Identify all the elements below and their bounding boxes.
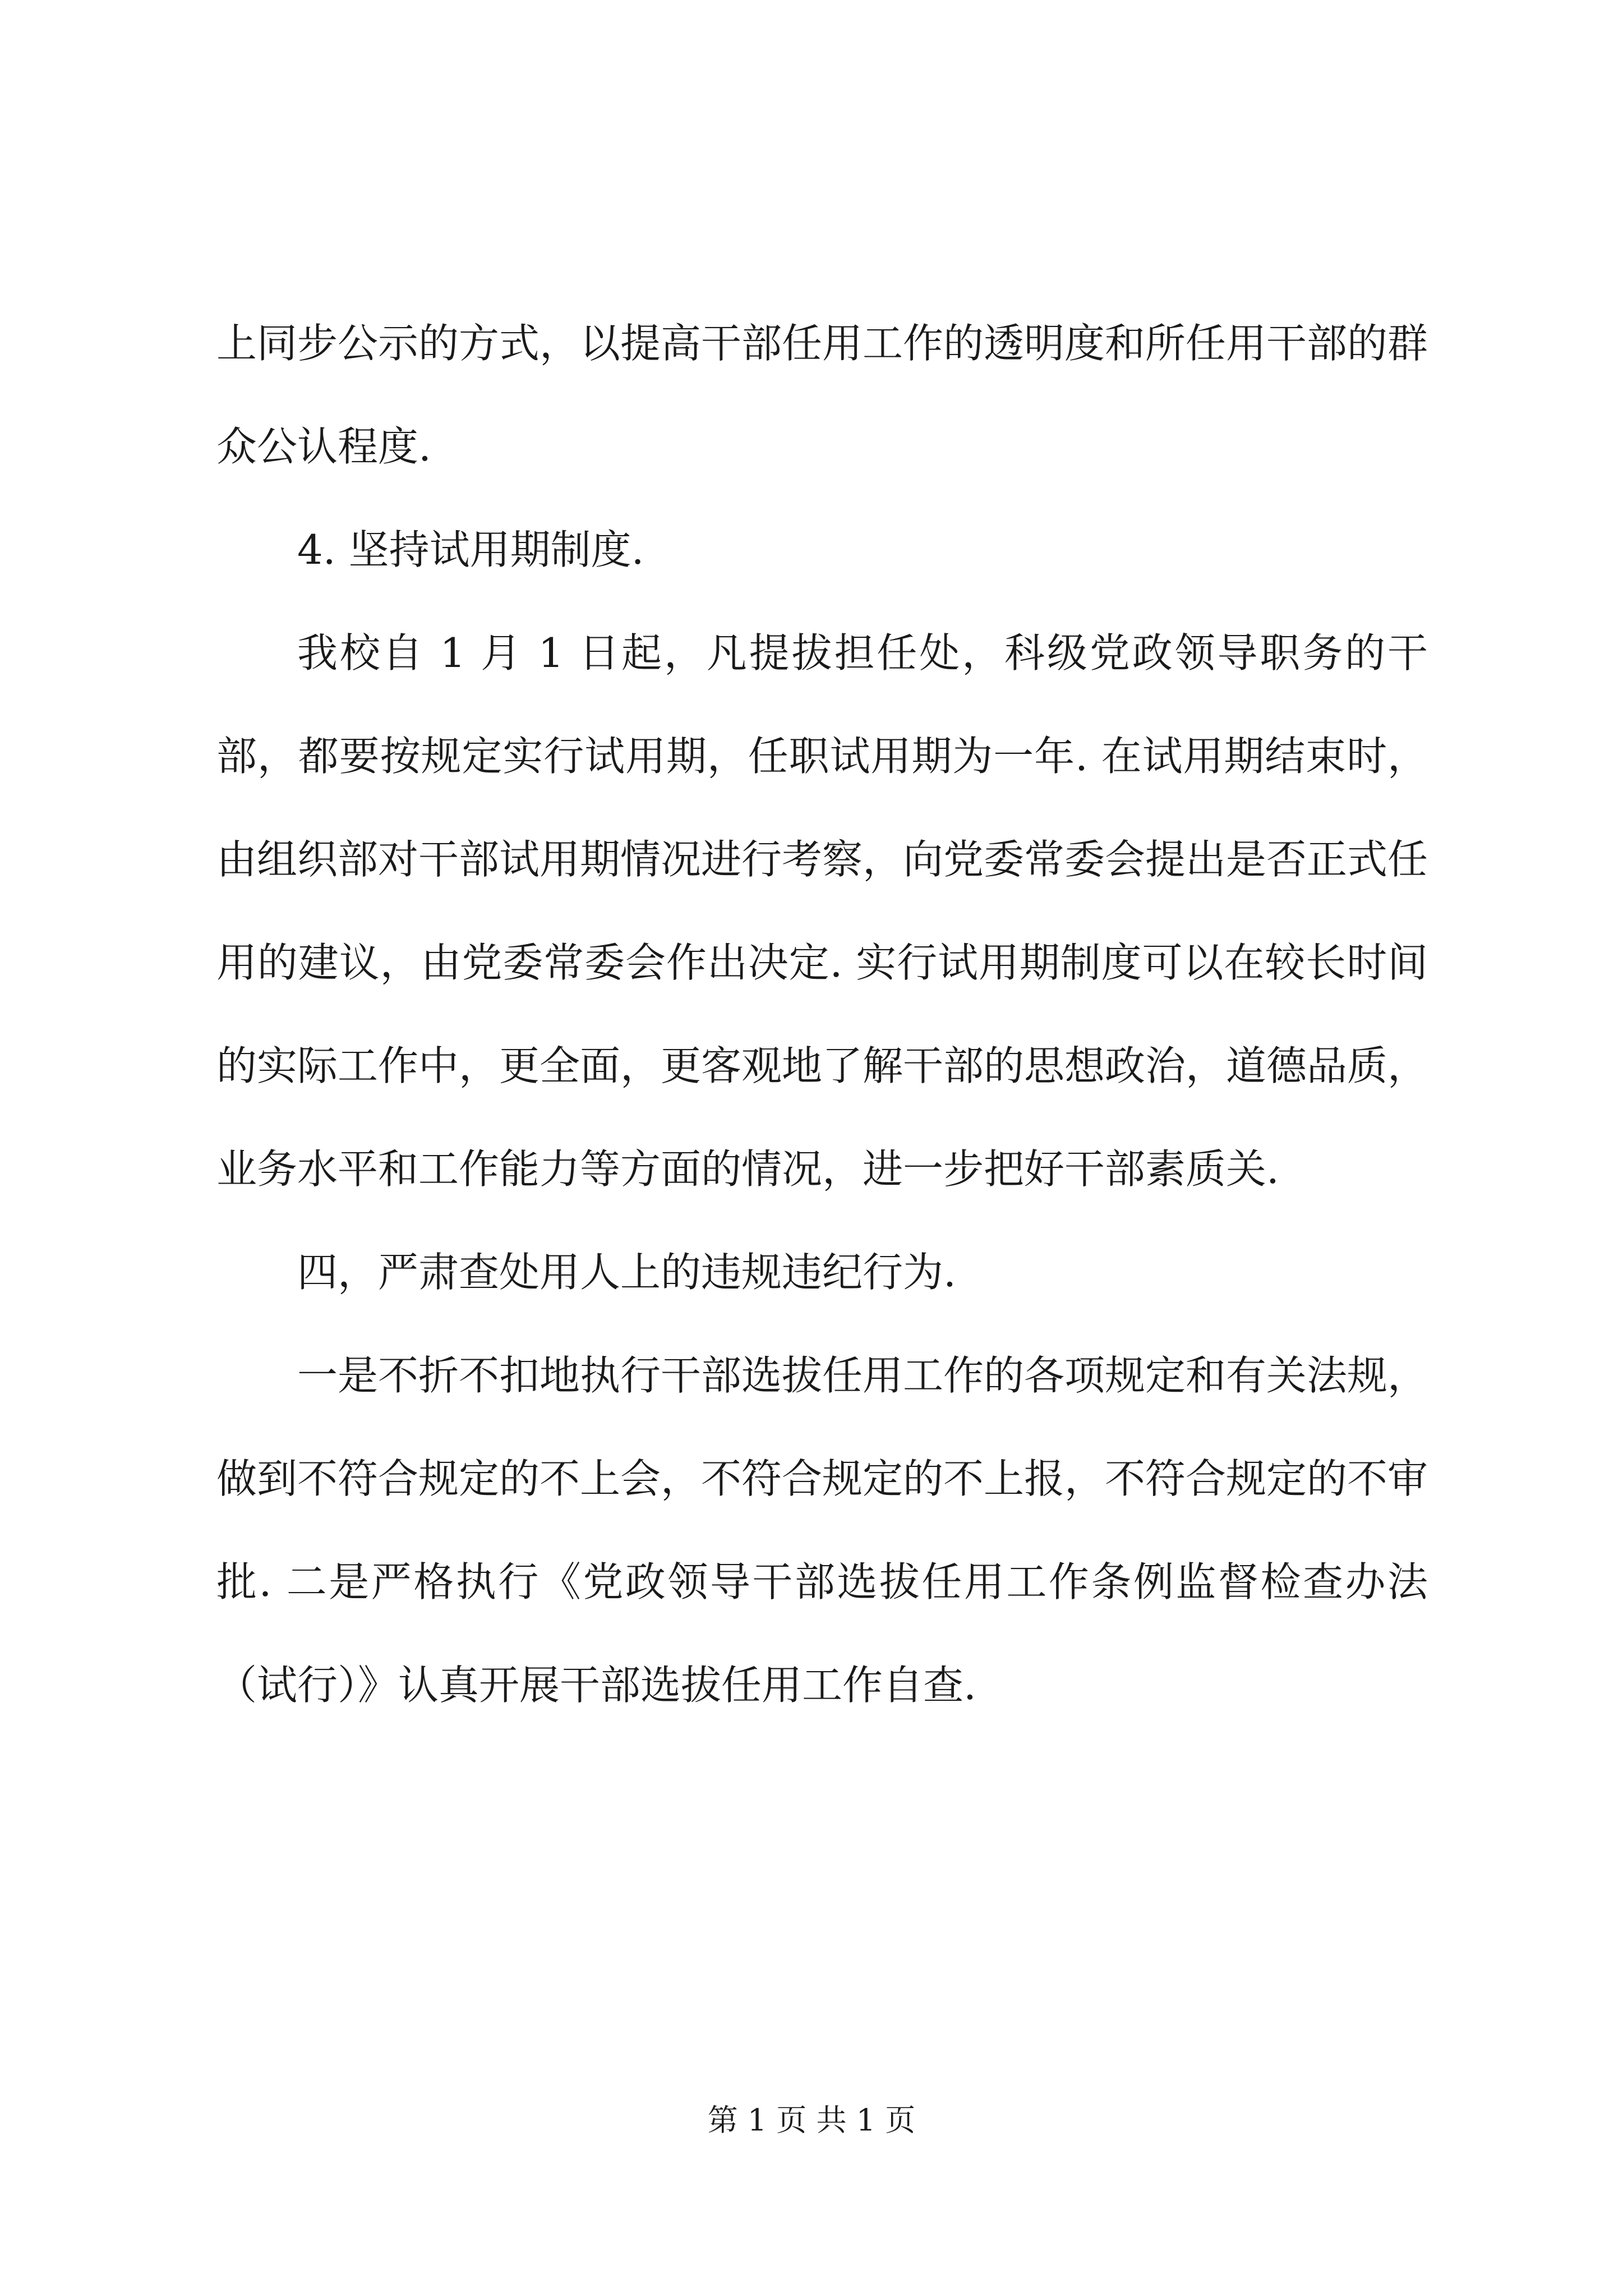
paragraph-continuation: 上同步公示的方式，以提高干部任用工作的透明度和所任用干部的群众公认程度. (216, 320, 1428, 470)
paragraph-violations-details: 一是不折不扣地执行干部选拔任用工作的各项规定和有关法规，做到不符合规定的不上会，不符合规定的不上报，不符合规定的不审批. 二是严格执行《党政领导干部选拔任用工作条例监督检查办法（试行）》认真开展干部选拔任用工作自查. (216, 1352, 1428, 1709)
paragraph-heading-violations: 四，严肃查处用人上的违规违纪行为. (297, 1249, 956, 1296)
paragraph-probation-details: 我校自 1 月 1 日起，凡提拔担任处，科级党政领导职务的干部，都要按规定实行试用期，任职试用期为一年. 在试用期结束时，由组织部对干部试用期情况进行考察，向党委常委会提出是否正式任用的建议，由党委常委会作出决定. 实行试用期制度可以在较长时间的实际工作中，更全面，更客观地了解干部的思想政治，道德品质，业务水平和工作能力等方面的情况，进一步把好干部素质关. (216, 629, 1428, 1193)
page-footer: 第 1 页 共 1 页 (707, 2102, 916, 2138)
paragraph-heading-probation: 4. 坚持试用期制度. (297, 526, 644, 573)
document-body (216, 292, 1428, 1737)
